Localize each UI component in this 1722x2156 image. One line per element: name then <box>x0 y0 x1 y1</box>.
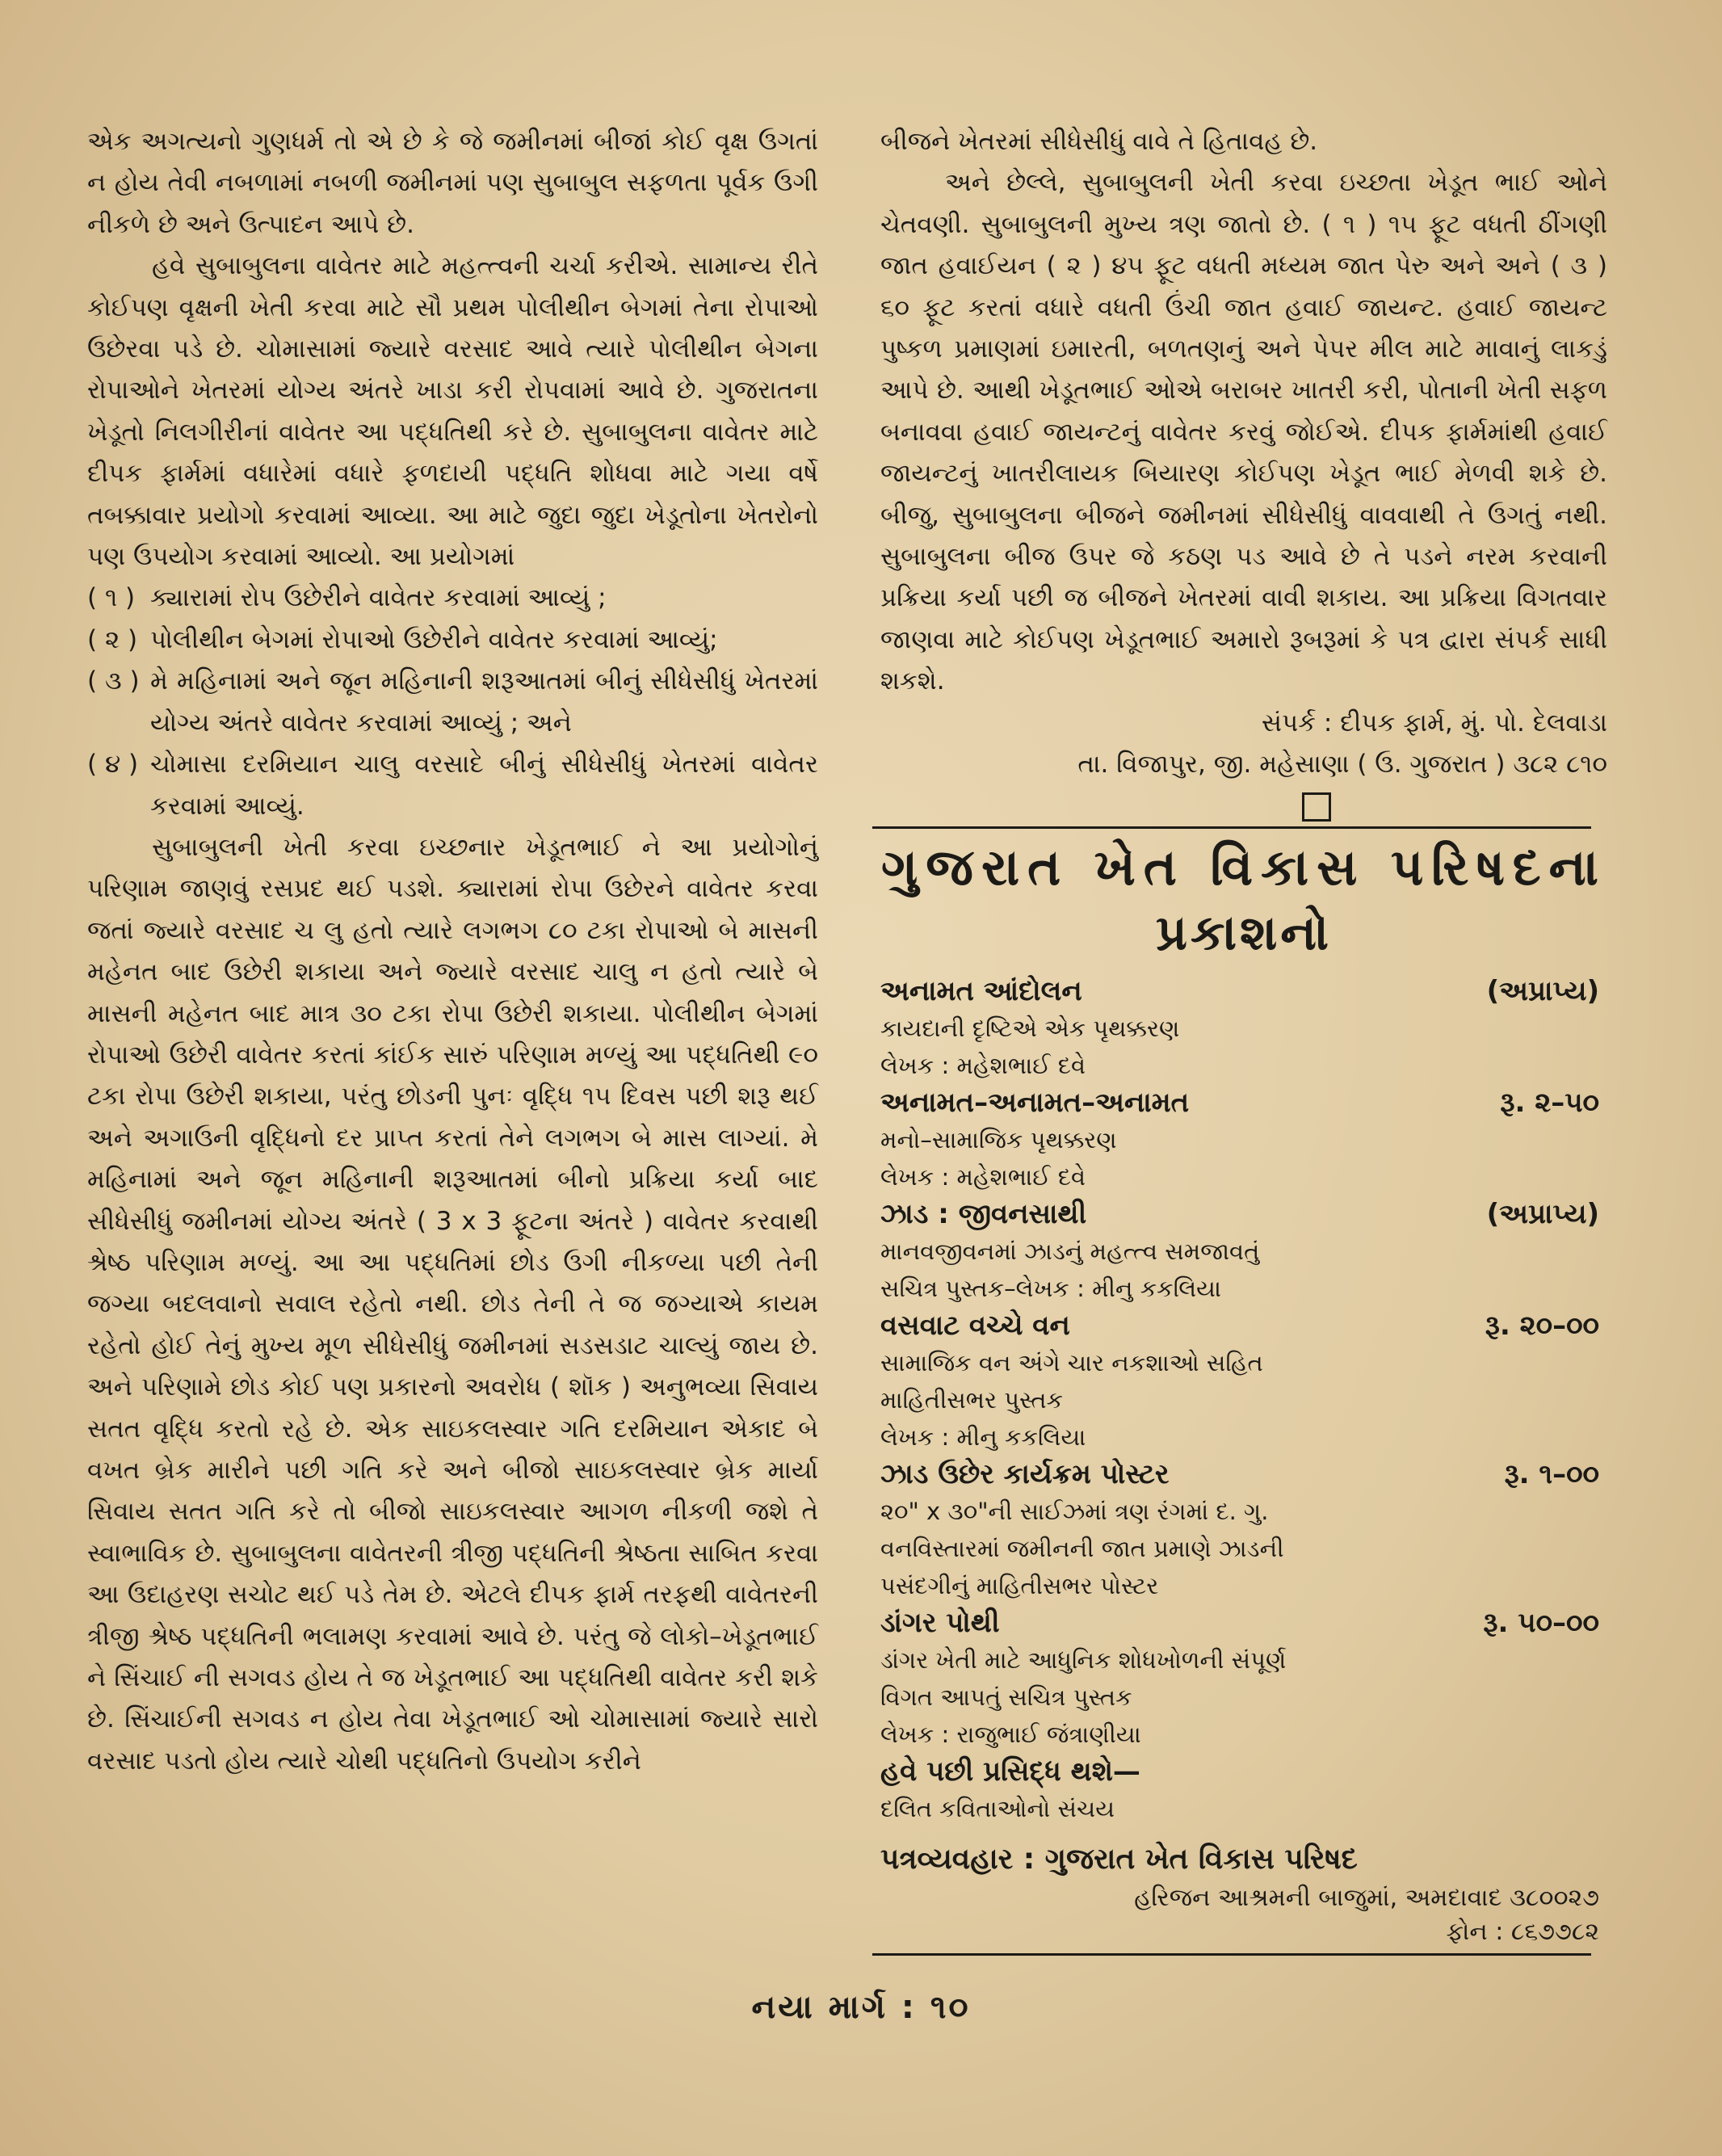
divider <box>872 826 1591 829</box>
paragraph: બીજને ખેતરમાં સીધેસીધું વાવે તે હિતાવહ છે. <box>880 127 1318 156</box>
book-title: વસવાટ વચ્ચે વન <box>880 1309 1070 1342</box>
publications-title: ગુજરાત ખેત વિકાસ પરિષદના <box>881 837 1606 897</box>
book-desc: વિગત આપતું સચિત્ર પુસ્તક <box>880 1683 1132 1711</box>
book-price: (અપ્રાપ્ય) <box>1486 1197 1599 1230</box>
publication-entry <box>880 1084 1607 1196</box>
list-number: ( ૪ ) <box>87 750 139 780</box>
end-mark-box <box>1302 792 1331 822</box>
list-item <box>87 620 818 661</box>
book-title: ડાંગર પોથી <box>880 1606 1000 1639</box>
page-footer: નયા માર્ગ : ૧૦ <box>751 1989 971 2026</box>
divider <box>872 1953 1591 1956</box>
book-price: રૂ. ૨–૫૦ <box>1500 1086 1599 1119</box>
list-item <box>87 578 818 619</box>
book-title: અનામત–અનામત–અનામત <box>880 1086 1190 1119</box>
correspondence-address: હરિજન આશ્રમની બાજુમાં, અમદાવાદ ૩૮૦૦૨૭ <box>1134 1883 1599 1912</box>
publication-entry <box>880 1753 1607 1827</box>
book-price: રૂ. ૫૦–૦૦ <box>1483 1606 1599 1639</box>
publications-subtitle: પ્રકાશનો <box>1156 904 1332 961</box>
book-desc: ડાંગર ખેતી માટે આધુનિક શોધખોળની સંપૂર્ણ <box>880 1645 1287 1674</box>
contact-line: તા. વિજાપુર, જી. મહેસાણા ( ઉ. ગુજરાત ) ૩૮૨ ૮૧૦ <box>1077 750 1607 780</box>
book-author: લેખક : મીનુ કકલિયા <box>880 1423 1086 1451</box>
paragraph: અને છેલ્લે, સુબાબુલની ખેતી કરવા ઇચ્છતા ખેડૂત ભાઈ ઓને ચેતવણી. સુબાબુલની મુખ્ય ત્રણ જાતો છે. ( ૧ ) ૧૫ ફૂટ વધતી ઠીંગણી જાત હવાઈયન ( ૨ ) ૪૫ ફૂટ વધતી મધ્યમ જાત પેરુ અને અને ( ૩ ) ૬૦ ફૂટ કરતાં વધારે વધતી ઉંચી જાત હવાઈ જાયન્ટ. હવાઈ જાયન્ટ પુષ્કળ પ્રમાણમાં ઇમારતી, બળતણનું અને પેપર મીલ માટે માવાનું લાકડું આપે છે. આથી ખેડૂતભાઈ ઓએ બરાબર ખાતરી કરી, પોતાની ખેતી સફળ બનાવવા હવાઈ જાયન્ટનું વાવેતર કરવું જોઈએ. દીપક ફાર્મમાંથી હવાઈ જાયન્ટનું ખાતરીલાયક બિયારણ કોઈપણ ખેડૂત ભાઈ મેળવી શકે છે. બીજુ, સુબાબુલના બીજને જમીનમાં સીધેસીધું વાવવાથી તે ઉગતું નથી. સુબાબુલના બીજ ઉપર જે કઠણ પડ આવે છે તે પડને નરમ કરવાની પ્રક્રિયા કર્યા પછી જ બીજને ખેતરમાં વાવી શકાય. આ પ્રક્રિયા વિગતવાર જાણવા માટે કોઈપણ ખેડૂતભાઈ અમારો રૂબરૂમાં કે પત્ર દ્વારા સંપર્ક સાધી શકશે. <box>880 168 1607 696</box>
publication-entry <box>880 1196 1607 1307</box>
book-title: અનામત આંદોલન <box>880 974 1082 1007</box>
list-item <box>87 744 818 827</box>
book-desc: કાયદાની દૃષ્ટિએ એક પૃથક્કરણ <box>880 1014 1180 1042</box>
left-column <box>87 121 818 1782</box>
book-desc: મનો–સામાજિક પૃથક્કરણ <box>880 1125 1117 1154</box>
paragraph: હવે સુબાબુલના વાવેતર માટે મહત્ત્વની ચર્ચા કરીએ. સામાન્ય રીતે કોઈપણ વૃક્ષની ખેતી કરવા માટે સૌ પ્રથમ પોલીથીન બેગમાં તેના રોપાઓ ઉછેરવા પડે છે. ચોમાસામાં જ્યારે વરસાદ આવે ત્યારે પોલીથીન બેગના રોપાઓને ખેતરમાં યોગ્ય અંતરે ખાડા કરી રોપવામાં આવે છે. ગુજરાતના ખેડૂતો નિલગીરીનાં વાવેતર આ પદ્ધતિથી કરે છે. સુબાબુલના વાવેતર માટે દીપક ફાર્મમાં વધારેમાં વધારે ફળદાયી પદ્ધતિ શોધવા માટે ગયા વર્ષે તબક્કાવાર પ્રયોગો કરવામાં આવ્યા. આ માટે જુદા જુદા ખેડૂતોના ખેતરોનો પણ ઉપયોગ કરવામાં આવ્યો. આ પ્રયોગમાં <box>87 251 818 572</box>
list-text: ક્યારામાં રોપ ઉછેરીને વાવેતર કરવામાં આવ્યું ; <box>150 583 607 613</box>
book-desc: ૨૦" x ૩૦"ની સાઈઝમાં ત્રણ રંગમાં દ. ગુ. <box>880 1497 1269 1525</box>
book-title: હવે પછી પ્રસિદ્ધ થશે— <box>880 1755 1140 1788</box>
correspondence-phone: ફોન : ૮૬૭૭૮૨ <box>1446 1917 1599 1946</box>
list-text: ચોમાસા દરમિયાન ચાલુ વરસાદે બીનું સીધેસીધું ખેતરમાં વાવેતર કરવામાં આવ્યું. <box>150 750 818 821</box>
list-text: મે મહિનામાં અને જૂન મહિનાની શરૂઆતમાં બીનું સીધેસીધું ખેતરમાં યોગ્ય અંતરે વાવેતર કરવામાં આવ્યું ; અને <box>150 666 818 738</box>
book-desc: માનવજીવનમાં ઝાડનું મહત્ત્વ સમજાવતું <box>880 1237 1260 1265</box>
book-desc: વનવિસ્તારમાં જમીનની જાત પ્રમાણે ઝાડની <box>880 1534 1284 1562</box>
paragraph: એક અગત્યનો ગુણધર્મ તો એ છે કે જે જમીનમાં બીજાં કોઈ વૃક્ષ ઉગતાં ન હોય તેવી નબળામાં નબળી જમીનમાં પણ સુબાબુલ સફળતા પૂર્વક ઉગી નીકળે છે અને ઉત્પાદન આપે છે. <box>87 127 818 239</box>
paragraph: સુબાબુલની ખેતી કરવા ઇચ્છનાર ખેડૂતભાઈ ને આ પ્રયોગોનું પરિણામ જાણવું રસપ્રદ થઈ પડશે. ક્યારામાં રોપા ઉછેરને વાવેતર કરવા જતાં જ્યારે વરસાદ ચ લુ હતો ત્યારે લગભગ ૮૦ ટકા રોપાઓ બે માસની મહેનત બાદ ઉછેરી શકાયા અને જ્યારે વરસાદ ચાલુ ન હતો ત્યારે બે માસની મહેનત બાદ માત્ર ૩૦ ટકા રોપા ઉછેરી શકાયા. પોલીથીન બેગમાં રોપાઓ ઉછેરી વાવેતર કરતાં કાંઈક સારું પરિણામ મળ્યું આ પદ્ધતિથી ૯૦ ટકા રોપા ઉછેરી શકાયા, પરંતુ છોડની પુનઃ વૃદ્ધિ ૧૫ દિવસ પછી શરૂ થઈ અને અગાઉની વૃદ્ધિનો દર પ્રાપ્ત કરતાં તેને લગભગ બે માસ લાગ્યાં. મે મહિનામાં અને જૂન મહિનાની શરૂઆતમાં બીનો પ્રક્રિયા કર્યા બાદ સીધેસીધું જમીનમાં યોગ્ય અંતરે ( 3 x 3 ફૂટના અંતરે ) વાવેતર કરવાથી શ્રેષ્ઠ પરિણામ મળ્યું. આ આ પદ્ધતિમાં છોડ ઉગી નીકળ્યા પછી તેની જગ્યા બદલવાનો સવાલ રહેતો નથી. છોડ તેની તે જ જગ્યાએ કાયમ રહેતો હોઈ તેનું મુખ્ય મૂળ સીધેસીધું જમીનમાં સડસડાટ ચાલ્યું જાય છે. અને પરિણામે છોડ કોઈ પણ પ્રકારનો અવરોધ ( શૉક ) અનુભવ્યા સિવાય સતત વૃદ્ધિ કરતો રહે છે. એક સાઇકલસ્વાર ગતિ દરમિયાન એકાદ બે વખત બ્રેક મારીને પછી ગતિ કરે અને બીજો સાઇકલસ્વાર બ્રેક માર્યા સિવાય સતત ગતિ કરે તો બીજો સાઇકલસ્વાર આગળ નીકળી જશે તે સ્વાભાવિક છે. સુબાબુલના વાવેતરની ત્રીજી પદ્ધતિની શ્રેષ્ઠતા સાબિત કરવા આ ઉદાહરણ સચોટ થઈ પડે તેમ છે. એટલે દીપક ફાર્મ તરફથી વાવેતરની ત્રીજી શ્રેષ્ઠ પદ્ધતિની ભલામણ કરવામાં આવે છે. પરંતુ જે લોકો–ખેડૂતભાઈ ને સિંચાઈ ની સગવડ હોય તે જ ખેડૂતભાઈ આ પદ્ધતિથી વાવેતર કરી શકે છે. સિંચાઈની સગવડ ન હોય તેવા ખેડૂતભાઈ ઓ ચોમાસામાં જ્યારે સારો વરસાદ પડતો હોય ત્યારે ચોથી પદ્ધતિનો ઉપયોગ કરીને <box>87 832 818 1776</box>
list-item <box>87 661 818 744</box>
list-number: ( ૨ ) <box>87 624 138 654</box>
book-desc: માહિતીસભર પુસ્તક <box>880 1385 1064 1414</box>
book-author: લેખક : મહેશભાઈ દવે <box>880 1162 1086 1191</box>
book-title: ઝાડ : જીવનસાથી <box>880 1197 1087 1230</box>
book-price: (અપ્રાપ્ય) <box>1486 974 1599 1007</box>
contact-line: સંપર્ક : દીપક ફાર્મ, મું. પો. દેલવાડા <box>1261 708 1607 738</box>
list-number: ( ૧ ) <box>87 583 136 613</box>
publication-entry <box>880 1604 1607 1753</box>
list-text: પોલીથીન બેગમાં રોપાઓ ઉછેરીને વાવેતર કરવામાં આવ્યું; <box>150 624 718 654</box>
right-column <box>880 121 1607 1956</box>
publication-entry <box>880 973 1607 1084</box>
book-author: લેખક : રાજુભાઈ જંત્રાણીયા <box>880 1720 1141 1748</box>
correspondence-label: પત્રવ્યવહાર : ગુજરાત ખેત વિકાસ પરિષદ <box>880 1842 1358 1876</box>
book-desc: પસંદગીનું માહિતીસભર પોસ્ટર <box>880 1571 1159 1599</box>
book-author: લેખક : મહેશભાઈ દવે <box>880 1051 1086 1079</box>
book-price: રૂ. ૨૦–૦૦ <box>1485 1309 1599 1342</box>
list-number: ( ૩ ) <box>87 666 140 696</box>
book-price: રૂ. ૧–૦૦ <box>1504 1457 1599 1490</box>
book-title: ઝાડ ઉછેર કાર્યક્રમ પોસ્ટર <box>880 1457 1170 1490</box>
book-desc: દલિત કવિતાઓનો સંચય <box>880 1794 1115 1822</box>
book-desc: સામાજિક વન અંગે ચાર નકશાઓ સહિત <box>880 1348 1263 1376</box>
book-author: સચિત્ર પુસ્તક–લેખક : મીનુ કકલિયા <box>880 1274 1221 1302</box>
publication-entry <box>880 1456 1607 1604</box>
publication-entry <box>880 1307 1607 1456</box>
